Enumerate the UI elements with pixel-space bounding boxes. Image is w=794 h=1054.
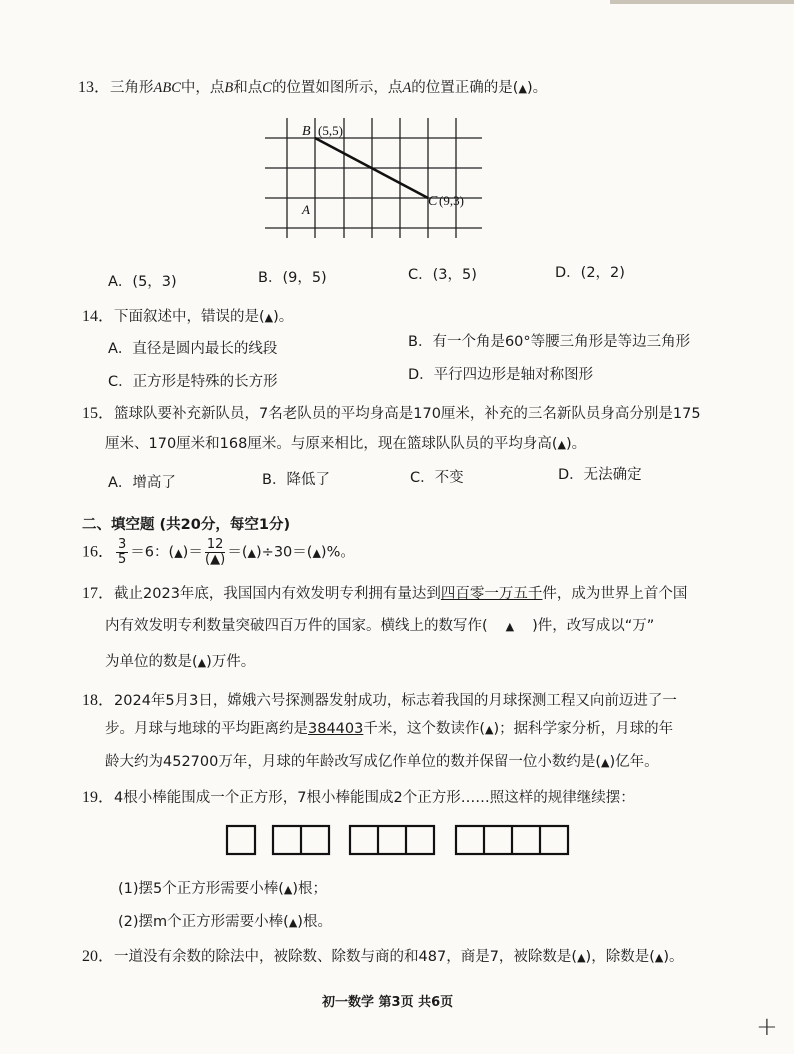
q15-option-d: D．无法确定: [558, 467, 642, 483]
page-footer: 初一数学 第3页 共6页: [322, 995, 454, 1010]
q17-line3: 为单位的数是(▲)万件。: [105, 654, 256, 670]
pattern-1-square: [227, 826, 255, 854]
q15-line2: 厘米、170厘米和168厘米。与原来相比，现在篮球队队员的平均身高(▲)。: [105, 436, 587, 452]
q18-number: 18．: [82, 692, 115, 709]
label-b-coord: (5,5): [318, 123, 343, 138]
q13-grid-figure: [262, 112, 492, 242]
answer-blank: ▲: [288, 916, 298, 929]
pattern-4-squares: [456, 826, 568, 854]
q19-sub2: (2)摆m个正方形需要小棒(▲)根。: [118, 914, 332, 930]
q13-stem: 13．三角形ABC中，点B和点C的位置如图所示，点A的位置正确的是(▲)。: [78, 79, 548, 96]
page-edge-shadow: [610, 0, 794, 4]
answer-blank: ▲: [518, 82, 527, 95]
answer-blank: ▲: [654, 951, 664, 964]
q16-expression: 16． $\frac{3}{5}$ ＝6：(▲)＝ $\frac{12}{(▲)}$ ＝(▲)÷30＝(▲)%。: [82, 537, 355, 567]
fraction-3-5: $\frac{3}{5}$: [118, 537, 127, 567]
q17-line1: 17．截止2023年底，我国国内有效发明专利拥有量达到四百零一万五千件，成为世界上首个国: [82, 585, 688, 602]
pattern-3-squares: [350, 826, 434, 854]
matchstick-squares-figure: [222, 820, 574, 860]
q14-option-a: A．直径是圆内最长的线段: [108, 341, 278, 357]
q14-stem: 14．下面叙述中，错误的是(▲)。: [82, 308, 294, 325]
q13-option-a: A．(5，3): [108, 274, 177, 290]
section-title: 二、填空题 (共20分，每空1分): [82, 517, 291, 533]
q13-number: 13．: [78, 79, 111, 96]
q17-number: 17．: [82, 585, 115, 602]
answer-blank: ▲: [264, 311, 274, 324]
q15-option-a: A．增高了: [108, 475, 176, 491]
answer-blank: ▲: [601, 756, 610, 769]
q15-number: 15．: [82, 405, 115, 422]
q20-number: 20．: [82, 948, 115, 965]
q14-option-d: D．平行四边形是轴对称图形: [408, 367, 594, 383]
answer-blank: ▲: [485, 723, 494, 736]
label-c-coord: (9,3): [439, 193, 464, 208]
q19-number: 19．: [82, 789, 115, 806]
q14-option-c: C．正方形是特殊的长方形: [108, 374, 278, 390]
answer-blank: ▲: [247, 546, 257, 560]
q14-number: 14．: [82, 308, 115, 325]
q17-line2: 内有效发明专利数量突破四百万件的国家。横线上的数写作( ▲ )件，改写成以“万”: [105, 618, 655, 634]
answer-blank: ▲: [312, 546, 321, 560]
answer-blank: ▲: [505, 620, 515, 633]
fraction-12-blank: $\frac{12}{(▲)}$: [205, 537, 226, 567]
q19-stem: 19．4根小棒能围成一个正方形，7根小棒能围成2个正方形……照这样的规律继续摆：: [82, 789, 635, 806]
q15-option-b: B．降低了: [262, 472, 330, 488]
q13-option-d: D．(2，2): [555, 265, 625, 281]
q18-line2: 步。月球与地球的平均距离约是384403千米，这个数读作(▲)；据科学家分析，月球的年: [105, 721, 674, 737]
answer-blank: ▲: [197, 656, 207, 669]
q13-option-c: C．(3，5): [408, 267, 477, 283]
label-b: B: [302, 124, 311, 139]
q16-number: 16．: [82, 543, 115, 561]
q18-line1: 18．2024年5月3日，嫦娥六号探测器发射成功，标志着我国的月球探测工程又向前迈进了一: [82, 692, 677, 709]
q18-line3: 龄大约为452700万年，月球的年龄改写成亿作单位的数并保留一位小数约是(▲)亿年。: [105, 754, 659, 770]
q13-option-b: B．(9，5): [258, 270, 327, 286]
pattern-2-squares: [273, 826, 329, 854]
q19-sub1: (1)摆5个正方形需要小棒(▲)根；: [118, 881, 328, 897]
label-c: C: [428, 194, 438, 209]
answer-blank: ▲: [174, 546, 183, 560]
answer-blank: ▲: [577, 951, 586, 964]
answer-blank: ▲: [283, 883, 293, 896]
page-corner-mark: +: [756, 1012, 778, 1042]
answer-blank: ▲: [557, 438, 566, 451]
label-a: A: [302, 202, 310, 217]
q20-stem: 20．一道没有余数的除法中，被除数、除数与商的和487，商是7，被除数是(▲)，除数是(▲)。: [82, 948, 684, 965]
underlined-number: 四百零一万五千: [440, 586, 543, 602]
grid-lines: [265, 118, 482, 238]
underlined-number: 384403: [308, 721, 364, 737]
q14-option-b: B．有一个角是60°等腰三角形是等边三角形: [408, 334, 691, 350]
q15-line1: 15．篮球队要补充新队员，7名老队员的平均身高是170厘米，补充的三名新队员身高分别是175: [82, 405, 701, 422]
q15-option-c: C．不变: [410, 470, 464, 486]
